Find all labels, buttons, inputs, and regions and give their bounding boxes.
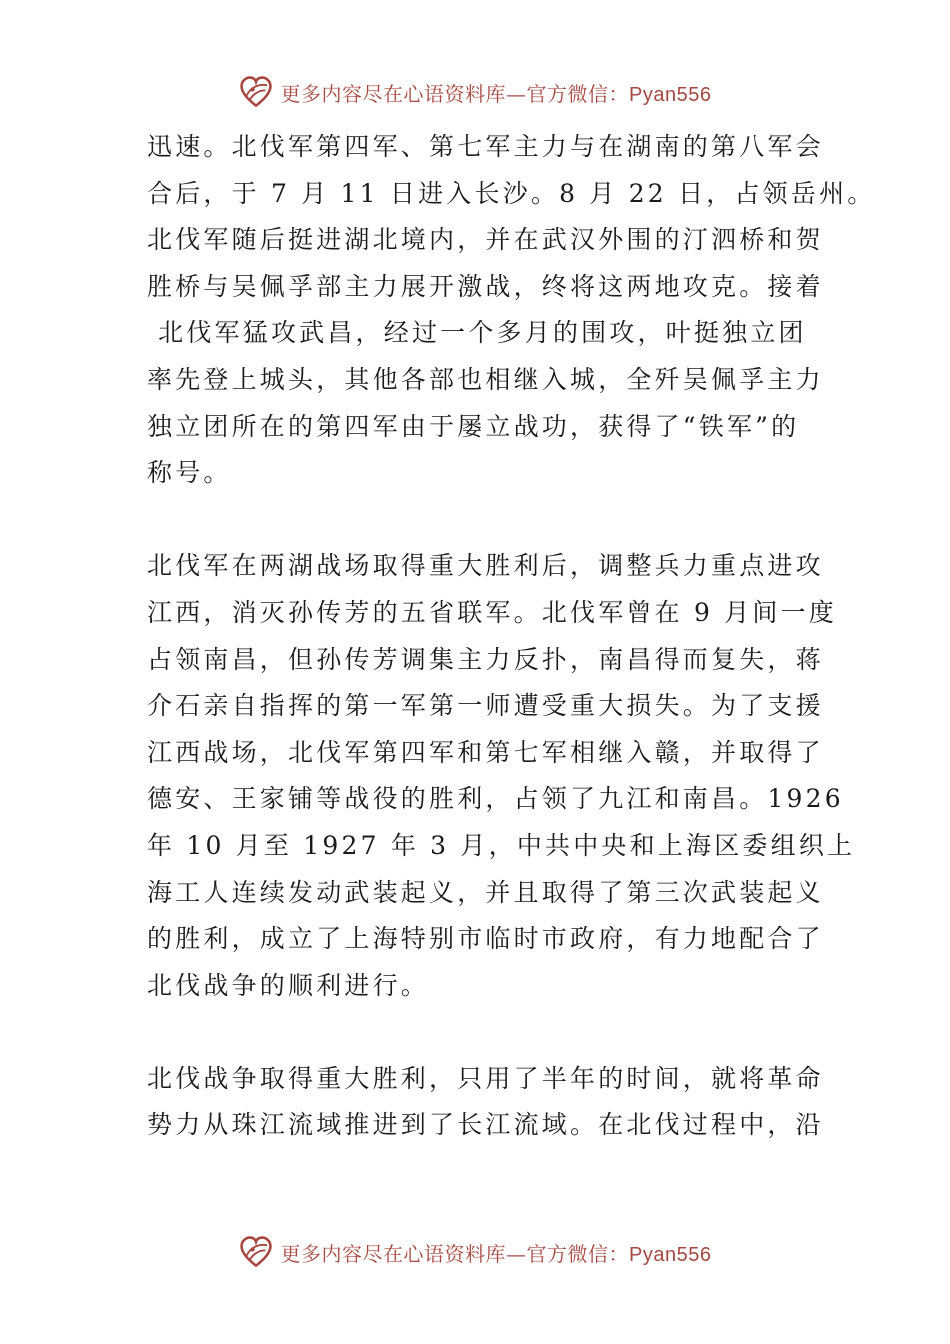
text-line: 年 10 月至 1927 年 3 月，中共中央和上海区委组织上	[147, 830, 856, 860]
text-line: 迅速。北伐军第四军、第七军主力与在湖南的第八军会	[147, 132, 824, 161]
text-line: 北伐战争取得重大胜利，只用了半年的时间，就将革命	[147, 1063, 824, 1093]
text-line: 江西，消灭孙传芳的五省联军。北伐军曾在 9 月间一度	[147, 597, 838, 627]
text-line: 合后，于 7 月 11 日进入长沙。8 月 22 日，占领岳州。	[147, 178, 876, 208]
paragraph-1	[147, 124, 876, 497]
paragraph-2	[147, 543, 856, 1009]
text-line: 的胜利，成立了上海特别市临时市政府，有力地配合了	[147, 924, 824, 954]
heart-logo-icon	[239, 1235, 273, 1269]
document-body	[147, 124, 876, 1149]
text-line: 占领南昌，但孙传芳调集主力反扑，南昌得而复失，蒋	[147, 644, 824, 674]
heart-logo-icon	[239, 75, 273, 109]
paragraph-gap	[147, 497, 809, 544]
text-line: 北伐战争的顺利进行。	[147, 970, 430, 1000]
banner-label: 更多内容尽在心语资料库—官方微信：	[280, 1241, 630, 1266]
text-line: 北伐军在两湖战场取得重大胜利后，调整兵力重点进攻	[147, 551, 824, 581]
text-line: 称号。	[147, 458, 232, 488]
text-line: 海工人连续发动武装起义，并且取得了第三次武装起义	[147, 877, 824, 907]
paragraph-3	[147, 1056, 824, 1149]
text-line: 势力从珠江流域推进到了长江流域。在北伐过程中，沿	[147, 1110, 824, 1140]
banner-text	[281, 1238, 712, 1267]
text-line: 德安、王家铺等战役的胜利，占领了九江和南昌。1926	[147, 784, 844, 814]
banner-wechat-id: Pyan556	[629, 1243, 712, 1266]
footer-banner	[0, 1232, 950, 1272]
banner-text	[281, 78, 712, 107]
text-line: 独立团所在的第四军由于屡立战功，获得了“铁军”的	[147, 411, 800, 441]
text-line: 北伐军猛攻武昌，经过一个多月的围攻，叶挺独立团	[147, 318, 807, 348]
text-line: 江西战场，北伐军第四军和第七军相继入赣，并取得了	[147, 737, 824, 767]
paragraph-gap	[147, 1009, 809, 1056]
header-banner	[0, 72, 950, 112]
text-line: 率先登上城头，其他各部也相继入城，全歼吴佩孚主力	[147, 364, 824, 394]
text-line: 介石亲自指挥的第一军第一师遭受重大损失。为了支援	[147, 691, 824, 721]
text-line: 北伐军随后挺进湖北境内，并在武汉外围的汀泗桥和贺	[147, 225, 824, 255]
text-line: 胜桥与吴佩孚部主力展开激战，终将这两地攻克。接着	[147, 271, 824, 301]
banner-wechat-id: Pyan556	[629, 83, 712, 106]
banner-label: 更多内容尽在心语资料库—官方微信：	[280, 81, 630, 106]
